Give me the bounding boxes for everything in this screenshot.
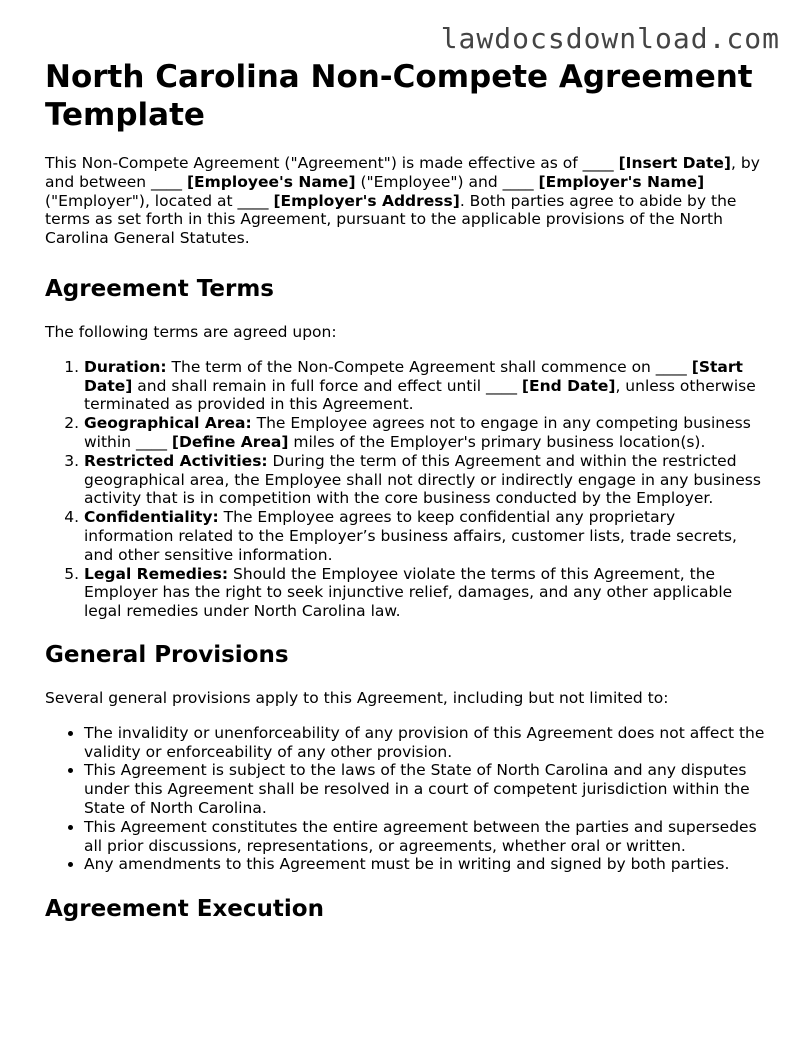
provisions-lead-text: Several general provisions apply to this Agreement, including but not limited to:	[45, 688, 669, 707]
provision-item: • This Agreement constitutes the entire agreement between the parties and supersedes all prior discussions, representations, or agreements, whether oral or written.	[84, 818, 765, 856]
provisions-list	[45, 724, 765, 874]
terms-list	[45, 358, 765, 621]
provision-item: • The invalidity or unenforceability of any provision of this Agreement does not affect the validity or enforceability of any other provision.	[84, 724, 765, 762]
section-heading-agreement-execution: Agreement Execution	[45, 896, 324, 923]
section-heading-general-provisions: General Provisions	[45, 641, 289, 668]
term-item-geographical-area: 2. Geographical Area: The Employee agrees not to engage in any competing business within ____ [Define Area] miles of the Employer's primary business location(s).	[84, 414, 765, 452]
provision-item: • This Agreement is subject to the laws of the State of North Carolina and any disputes under this Agreement shall be resolved in a court of competent jurisdiction within the State of North Carolina.	[84, 761, 765, 817]
site-watermark: lawdocsdownload.com	[440, 22, 780, 55]
term-item-restricted-activities: 3. Restricted Activities: During the term of this Agreement and within the restricted geographical area, the Employee shall not directly or indirectly engage in any business activity that is in competition with the core business conducted by the Employer.	[84, 452, 765, 508]
term-item-legal-remedies: 5. Legal Remedies: Should the Employee violate the terms of this Agreement, the Employer has the right to seek injunctive relief, damages, and any other applicable legal remedies under North Carolina law.	[84, 565, 765, 621]
page-title: North Carolina Non-Compete Agreement Template	[45, 59, 753, 133]
term-item-duration: 1. Duration: The term of the Non-Compete Agreement shall commence on ____ [Start Date] and shall remain in full force and effect until ____ [End Date], unless otherwise terminated as provided in this Agreement.	[84, 358, 765, 414]
term-item-confidentiality: 4. Confidentiality: The Employee agrees to keep confidential any proprietary information related to the Employer’s business affairs, customer lists, trade secrets, and other sensitive information.	[84, 508, 765, 564]
document-page	[45, 58, 765, 943]
section-heading-agreement-terms: Agreement Terms	[45, 275, 274, 302]
intro-paragraph: This Non-Compete Agreement ("Agreement") is made effective as of ____ [Insert Date], by and between ____ [Employee's Name] ("Employee") and ____ [Employer's Name] ("Employer"), located at ____ [Employer's Address]. Both parties agree to abide by the terms as set forth in this Agreement, pursuant to the applicable provisions of the North Carolina General Statutes.	[45, 154, 760, 248]
provision-item: • Any amendments to this Agreement must be in writing and signed by both parties.	[84, 855, 765, 874]
terms-lead-text: The following terms are agreed upon:	[45, 322, 337, 341]
